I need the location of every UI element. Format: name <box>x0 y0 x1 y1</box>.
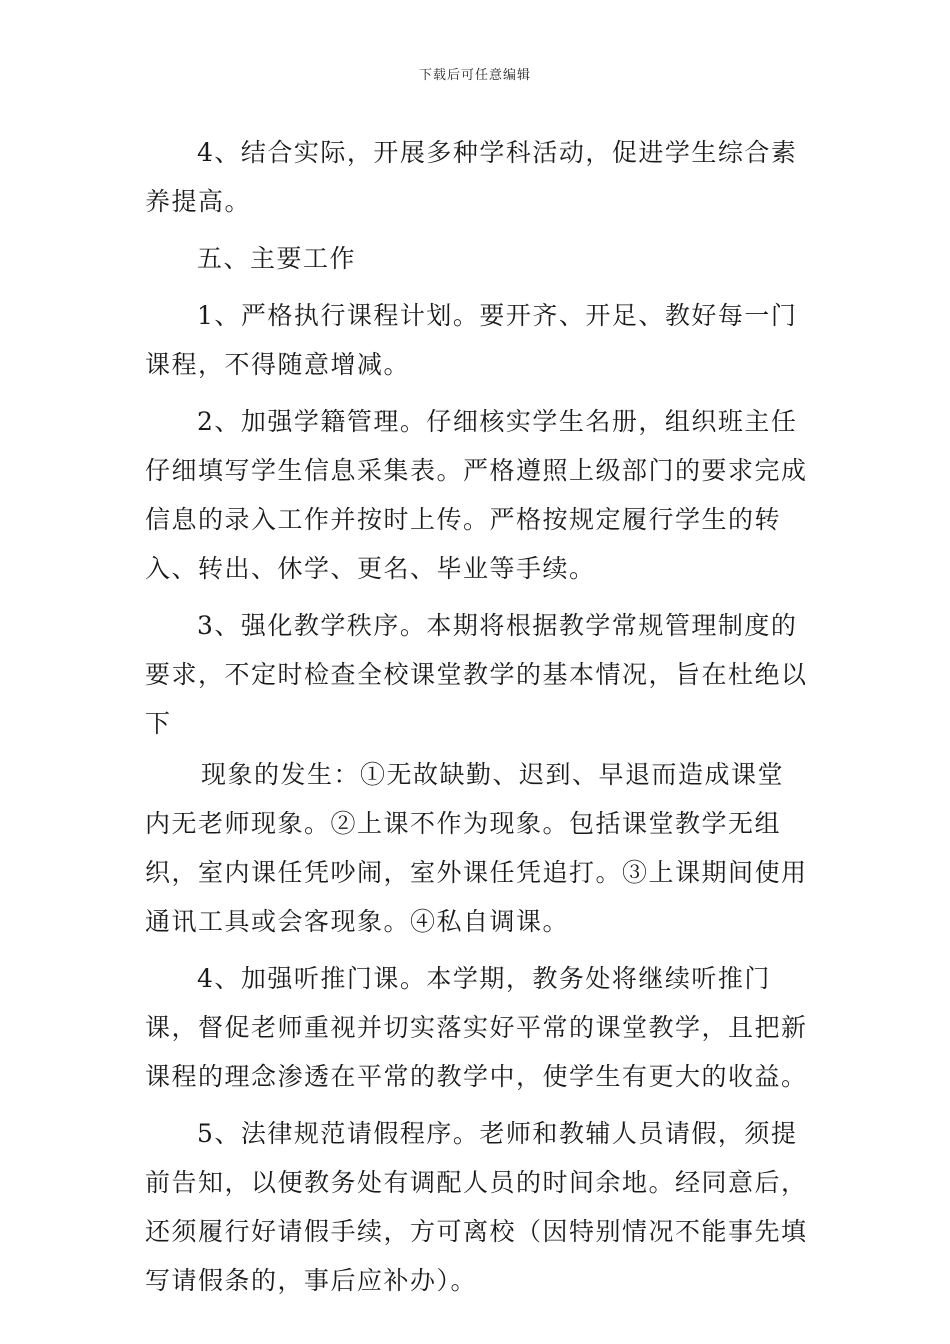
section-heading-main-work: 五、主要工作 <box>197 244 357 273</box>
paragraph-work-3: 3、强化教学秩序。本期将根据教学常规管理制度的要求，不定时检查全校课堂教学的基本情况，旨在杜绝以下 <box>145 611 808 738</box>
paragraph-work-3-continued: 现象的发生：①无故缺勤、迟到、早退而造成课堂内无老师现象。②上课不作为现象。包括课堂教学无组织，室内课任凭吵闹，室外课任凭追打。③上课期间使用通讯工具或会客现象。④私自调课。 <box>145 760 808 936</box>
paragraph-work-1: 1、严格执行课程计划。要开齐、开足、教好每一门课程，不得随意增减。 <box>145 301 798 379</box>
paragraph-goal-4: 4、结合实际，开展多种学科活动，促进学生综合素养提高。 <box>145 138 798 216</box>
paragraph-work-2: 2、加强学籍管理。仔细核实学生名册，组织班主任仔细填写学生信息采集表。严格遵照上级部门的要求完成信息的录入工作并按时上传。严格按规定履行学生的转入、转出、休学、更名、毕业等手续。 <box>145 407 808 583</box>
paragraph-work-5: 5、法律规范请假程序。老师和教辅人员请假，须提前告知，以便教务处有调配人员的时间余地。经同意后，还须履行好请假手续，方可离校（因特别情况不能事先填写请假条的，事后应补办）。 <box>145 1119 808 1295</box>
document-body <box>145 128 810 1305</box>
paragraph-work-4: 4、加强听推门课。本学期，教务处将继续听推门课，督促老师重视并切实落实好平常的课堂教学，且把新课程的理念渗透在平常的教学中，使学生有更大的收益。 <box>145 964 808 1091</box>
header-note: 下载后可任意编辑 <box>418 68 531 83</box>
